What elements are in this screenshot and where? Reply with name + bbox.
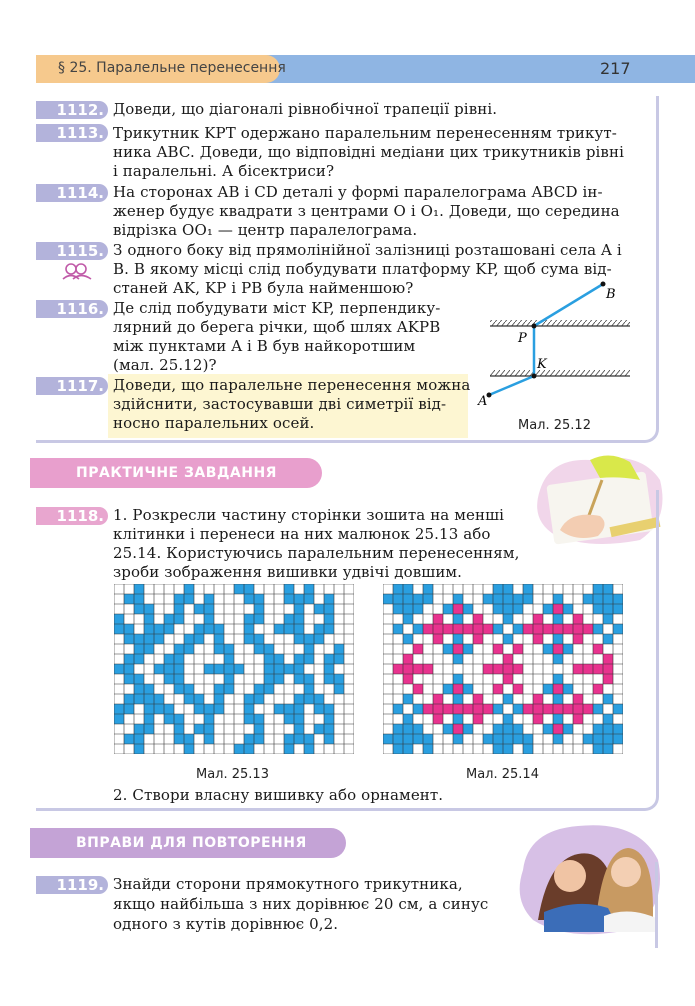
exercise-line: і паралельні. А бісектриси? <box>113 162 335 180</box>
exercise-line: Доведи, що діагоналі рівнобічної трапеції рівні. <box>113 100 498 118</box>
exercise-line: З одного боку від прямолінійної залізниці розташовані села A і <box>113 241 622 259</box>
review-heading: ВПРАВИ ДЛЯ ПОВТОРЕННЯ <box>30 828 346 858</box>
exercise-line: якщо найбільша з них дорівнює 20 см, а синус <box>113 895 489 913</box>
exercise-line: між пунктами A і B був найкоротшим <box>113 337 416 355</box>
pair-work-icon <box>60 262 94 280</box>
exercise-line: Де слід побудувати міст KP, перпендику- <box>113 299 441 317</box>
exercise-line: Знайди сторони прямокутного трикутника, <box>113 875 463 893</box>
exercise-number: 1119. <box>36 876 108 894</box>
embroidery-grid-25-14 <box>383 584 623 754</box>
exercise-line: відрізка OO₁ — центр паралелограма. <box>113 221 418 239</box>
review-frame <box>655 862 658 948</box>
exercise-number: 1114. <box>36 184 108 202</box>
exercise-line: станей AK, KP і PB була найменшою? <box>113 279 414 297</box>
task-line: 25.14. Користуючись паралельним перенесенням, <box>113 544 520 562</box>
task-line: зроби зображення вишивки удвічі довшим. <box>113 563 463 581</box>
exercise-number: 1115. <box>36 242 108 260</box>
task-line: 1. Розкресли частину сторінки зошита на менші <box>113 506 505 524</box>
embroidery-grid-25-13 <box>114 584 354 754</box>
figure-caption: Мал. 25.13 <box>196 767 269 782</box>
exercise-line: женер будує квадрати з центрами O і O₁. Доведи, що середина <box>113 202 620 220</box>
exercise-line: Доведи, що паралельне перенесення можна <box>113 376 471 394</box>
exercise-line: B. В якому місці слід побудувати платформу KP, щоб сума від- <box>113 260 612 278</box>
task-line: клітинки і перенеси на них малюнок 25.13 або <box>113 525 491 543</box>
exercise-number: 1117. <box>36 377 108 395</box>
page-number: 217 <box>600 59 631 78</box>
exercise-line: здійснити, застосувавши дві симетрії від- <box>113 395 447 413</box>
practical-heading: ПРАКТИЧНЕ ЗАВДАННЯ <box>30 458 322 488</box>
figure-bridge-diagram <box>470 280 640 410</box>
exercise-line: одного з кутів дорівнює 0,2. <box>113 915 339 933</box>
exercise-number: 1118. <box>36 507 108 525</box>
exercise-line: лярний до берега річки, щоб шлях AKPB <box>113 318 441 336</box>
exercise-line: Трикутник KPT одержано паралельним перенесенням трикут- <box>113 124 617 142</box>
figure-caption: Мал. 25.14 <box>466 767 539 782</box>
exercise-line: На сторонах AB і CD деталі у формі паралелограма ABCD ін- <box>113 183 603 201</box>
students-photo <box>508 820 668 940</box>
exercise-number: 1112. <box>36 101 108 119</box>
exercise-line: ника ABC. Доведи, що відповідні медіани цих трикутників рівні <box>113 143 624 161</box>
point-label-K: K <box>537 357 547 372</box>
task-line: 2. Створи власну вишивку або орнамент. <box>113 786 444 804</box>
point-label-A: A <box>478 394 488 409</box>
section-title: § 25. Паралельне перенесення <box>58 60 286 76</box>
point-label-B: B <box>606 287 616 302</box>
figure-caption: Мал. 25.12 <box>518 418 591 433</box>
exercise-line: (мал. 25.12)? <box>113 356 217 374</box>
point-label-P: P <box>518 331 527 346</box>
exercise-number: 1116. <box>36 300 108 318</box>
exercise-number: 1113. <box>36 124 108 142</box>
exercise-line: носно паралельних осей. <box>113 414 315 432</box>
